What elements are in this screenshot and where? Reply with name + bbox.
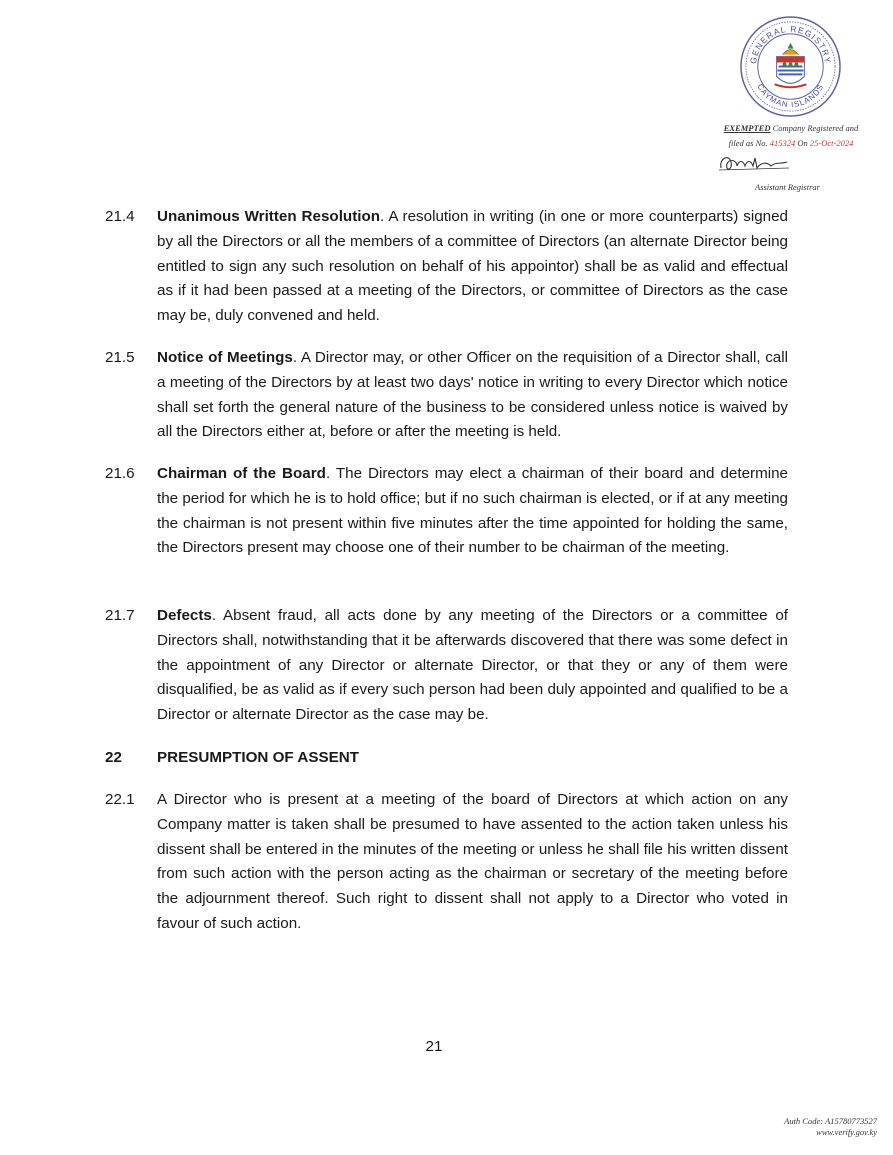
clause-21-7 [105,604,795,728]
clause-21-4 [105,205,795,329]
clause-number: 21.4 [105,208,135,225]
clause-title: Unanimous Written Resolution [157,208,381,225]
clause-22-1 [105,788,795,937]
clause-title: Chairman of the Board [157,465,326,482]
stamp-line-1 [712,123,870,133]
verify-website: www.verify.gov.ky [816,1127,877,1137]
seal-text-bottom: CAYMAN ISLANDS [755,82,826,110]
clause-body: . A Director may, or other Officer on the requisition of a Director shall, call a meeting of the Directors by at least two days' notice in writing to every Director which notice shall set forth the general nature of the business to be considered unless notice is waived by all the Directors either at, before or after the meeting is held. [157,349,788,441]
clause-body: . Absent fraud, all acts done by any meeting of the Directors or a committee of Directors shall, notwithstanding that it be afterwards discovered that there was some defect in the appointment of any Director or alternate Director, or that they or any of them were disqualified, be as valid as if every such person had been duly appointed and qualified to be a Director or alternate Director as the case may be. [157,607,788,724]
clause-body: . A resolution in writing (in one or more counterparts) signed by all the Directors or all the members of a committee of Directors (an alternate Director being entitled to sign any such resolution on behalf of his appointor) shall be as valid and effectual as if it had been passed at a meeting of the Directors, or committee of Directors as the case may be, duly convened and held. [157,208,788,325]
clause-number: 21.5 [105,349,135,366]
clause-number: 21.7 [105,607,135,624]
registry-seal [739,15,842,118]
auth-footer [784,1116,877,1138]
clause-body: A Director who is present at a meeting of the board of Directors at which action on any Company matter is taken shall be presumed to have assented to the action taken unless his dissent shall be entered in the minutes of the meeting or unless he shall file his written dissent from such action with the person acting as the chairman or secretary of the meeting before the adjournment thereof. Such right to dissent shall not apply to a Director who voted in favour of such action. [157,791,788,932]
registration-date: 25-Oct-2024 [809,138,854,148]
auth-code: Auth Code: A15780773527 [784,1116,877,1126]
clause-21-5 [105,346,795,445]
clause-21-6 [105,462,795,561]
stamp-registered-text: Company Registered and [770,123,859,133]
registrar-signature [715,150,795,178]
page-number: 21 [425,1038,443,1055]
seal-text-top: GENERAL REGISTRY [747,23,834,65]
stamp-line-2 [712,138,870,148]
clause-number: 22.1 [105,791,135,808]
clause-title: Defects [157,607,212,624]
registration-number: 415324 [769,138,796,148]
section-title: PRESUMPTION OF ASSENT [157,749,359,766]
exempted-label: EXEMPTED [723,123,771,133]
section-number: 22 [105,749,122,766]
clause-body: . The Directors may elect a chairman of their board and determine the period for which he is to hold office; but if no such chairman is elected, or if at any meeting the chairman is not present within five minutes after the time appointed for holding the same, the Directors present may choose one of their number to be chairman of the meeting. [157,465,788,557]
stamp-filed-prefix: filed as No. [728,138,770,148]
stamp-on: On [795,138,810,148]
assistant-registrar-label: Assistant Registrar [755,182,820,192]
clause-title: Notice of Meetings [157,349,293,366]
clause-number: 21.6 [105,465,135,482]
